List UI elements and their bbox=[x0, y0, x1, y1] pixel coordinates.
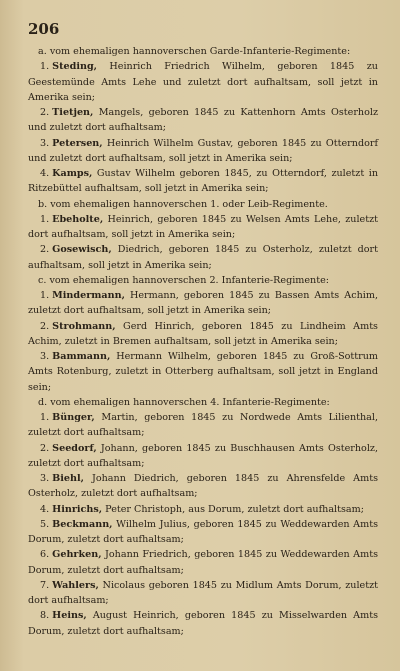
list-item bbox=[28, 319, 378, 350]
person-surname: Bünger, bbox=[52, 412, 95, 423]
list-item bbox=[28, 136, 378, 167]
person-details: Mangels, geboren 1845 zu Kattenhorn Amts Osterholz und zuletzt dort aufhaltsam; bbox=[28, 107, 378, 134]
entry-number: 2. bbox=[40, 244, 50, 256]
person-surname: Kamps, bbox=[52, 168, 93, 179]
person-surname: Steding, bbox=[52, 61, 97, 73]
person-details: Heinrich Wilhelm Gustav, geboren 1845 zu Otterndorf und zuletzt dort aufhaltsam, soll jetzt in Amerika sein; bbox=[28, 137, 378, 164]
entry-number: 4. bbox=[40, 168, 50, 179]
person-surname: Heins, bbox=[52, 610, 87, 622]
person-details: August Heinrich, geboren 1845 zu Misselwarden Amts Dorum, zuletzt dort aufhaltsam; bbox=[28, 610, 378, 637]
person-surname: Gosewisch, bbox=[52, 244, 112, 256]
entry-number: 2. bbox=[40, 107, 50, 118]
entry-number: 2. bbox=[40, 320, 50, 332]
person-details: Heinrich, geboren 1845 zu Welsen Amts Lehe, zuletzt dort aufhaltsam, soll jetzt in Amerika sein; bbox=[28, 213, 378, 240]
person-details: Johann, geboren 1845 zu Buschhausen Amts Osterholz, zuletzt dort aufhaltsam; bbox=[28, 442, 378, 469]
list-item bbox=[28, 517, 378, 548]
entry-number: 3. bbox=[40, 137, 50, 149]
person-details: Diedrich, geboren 1845 zu Osterholz, zuletzt dort aufhaltsam, soll jetzt in Amerika sein; bbox=[28, 244, 378, 271]
person-surname: Seedorf, bbox=[52, 442, 97, 454]
list-item bbox=[28, 578, 378, 609]
page-number: 206 bbox=[28, 20, 60, 38]
list-item bbox=[28, 105, 378, 136]
person-surname: Strohmann, bbox=[52, 320, 116, 332]
entry-number: 1. bbox=[40, 412, 50, 423]
person-details: Martin, geboren 1845 zu Nordwede Amts Lilienthal, zuletzt dort aufhaltsam; bbox=[28, 412, 378, 439]
list-item bbox=[28, 288, 378, 319]
person-surname: Gehrken, bbox=[52, 549, 102, 561]
person-surname: Beckmann, bbox=[52, 518, 113, 530]
person-details: Gerd Hinrich, geboren 1845 zu Lindheim Amts Achim, zuletzt in Bremen aufhaltsam, soll jetzt in Amerika sein; bbox=[28, 320, 378, 347]
list-item bbox=[28, 441, 378, 472]
person-details: Johann Diedrich, geboren 1845 zu Ahrensfelde Amts Osterholz, zuletzt dort aufhaltsam; bbox=[28, 473, 378, 500]
list-item bbox=[28, 410, 378, 441]
person-details: Hermann, geboren 1845 zu Bassen Amts Achim, zuletzt dort aufhaltsam, soll jetzt in Amerika sein; bbox=[28, 290, 378, 317]
entry-number: 5. bbox=[40, 518, 50, 530]
list-item bbox=[28, 212, 378, 243]
person-details: Wilhelm Julius, geboren 1845 zu Weddewarden Amts Dorum, zuletzt dort aufhaltsam; bbox=[28, 518, 378, 545]
section-heading: d. vom ehemaligen hannoverschen 4. Infanterie-Regimente: bbox=[38, 396, 330, 408]
entry-number: 7. bbox=[40, 579, 50, 591]
list-item bbox=[28, 242, 378, 273]
list-item bbox=[28, 349, 378, 395]
person-details: Heinrich Friedrich Wilhelm, geboren 1845 zu Geestemünde Amts Lehe und zuletzt dort aufhaltsam, soll jetzt in Amerika sein; bbox=[28, 61, 378, 103]
person-surname: Petersen, bbox=[52, 137, 103, 149]
entry-number: 1. bbox=[40, 213, 50, 225]
person-details: Johann Friedrich, geboren 1845 zu Weddewarden Amts Dorum, zuletzt dort aufhaltsam; bbox=[28, 549, 378, 576]
entry-number: 1. bbox=[40, 290, 50, 301]
list-item bbox=[28, 608, 378, 639]
entry-number: 3. bbox=[40, 473, 50, 484]
section-heading: a. vom ehemaligen hannoverschen Garde-Infanterie-Regimente: bbox=[38, 46, 351, 57]
entry-number: 6. bbox=[40, 549, 50, 561]
entry-number: 4. bbox=[40, 503, 50, 515]
page-body bbox=[28, 44, 378, 639]
person-details: Nicolaus geboren 1845 zu Midlum Amts Dorum, zuletzt dort aufhaltsam; bbox=[28, 579, 378, 606]
section-heading: b. vom ehemaligen hannoverschen 1. oder Leib-Regimente. bbox=[38, 198, 328, 210]
list-item bbox=[28, 59, 378, 105]
list-item bbox=[28, 471, 378, 502]
person-surname: Biehl, bbox=[52, 473, 84, 484]
person-surname: Tietjen, bbox=[52, 107, 94, 118]
list-item bbox=[28, 166, 378, 197]
entry-number: 3. bbox=[40, 351, 50, 362]
person-surname: Hinrichs, bbox=[52, 503, 103, 515]
person-details: Hermann Wilhelm, geboren 1845 zu Groß-Sottrum Amts Rotenburg, zuletzt in Otterberg aufhaltsam, soll jetzt in England sein; bbox=[28, 351, 378, 393]
person-surname: Bammann, bbox=[52, 351, 111, 362]
entry-number: 2. bbox=[40, 442, 50, 454]
entry-number: 1. bbox=[40, 61, 50, 73]
person-surname: Mindermann, bbox=[52, 290, 125, 301]
list-item bbox=[28, 547, 378, 578]
person-details: Peter Christoph, aus Dorum, zuletzt dort aufhaltsam; bbox=[105, 503, 364, 515]
section-heading: c. vom ehemaligen hannoverschen 2. Infanterie-Regimente: bbox=[38, 274, 330, 286]
entry-number: 8. bbox=[40, 610, 50, 622]
list-item bbox=[28, 502, 378, 517]
person-details: Gustav Wilhelm geboren 1845, zu Otterndorf, zuletzt in Ritzebüttel aufhaltsam, soll jetzt in Amerika sein; bbox=[28, 168, 378, 195]
person-surname: Ebeholte, bbox=[52, 213, 104, 225]
person-surname: Wahlers, bbox=[52, 579, 99, 591]
